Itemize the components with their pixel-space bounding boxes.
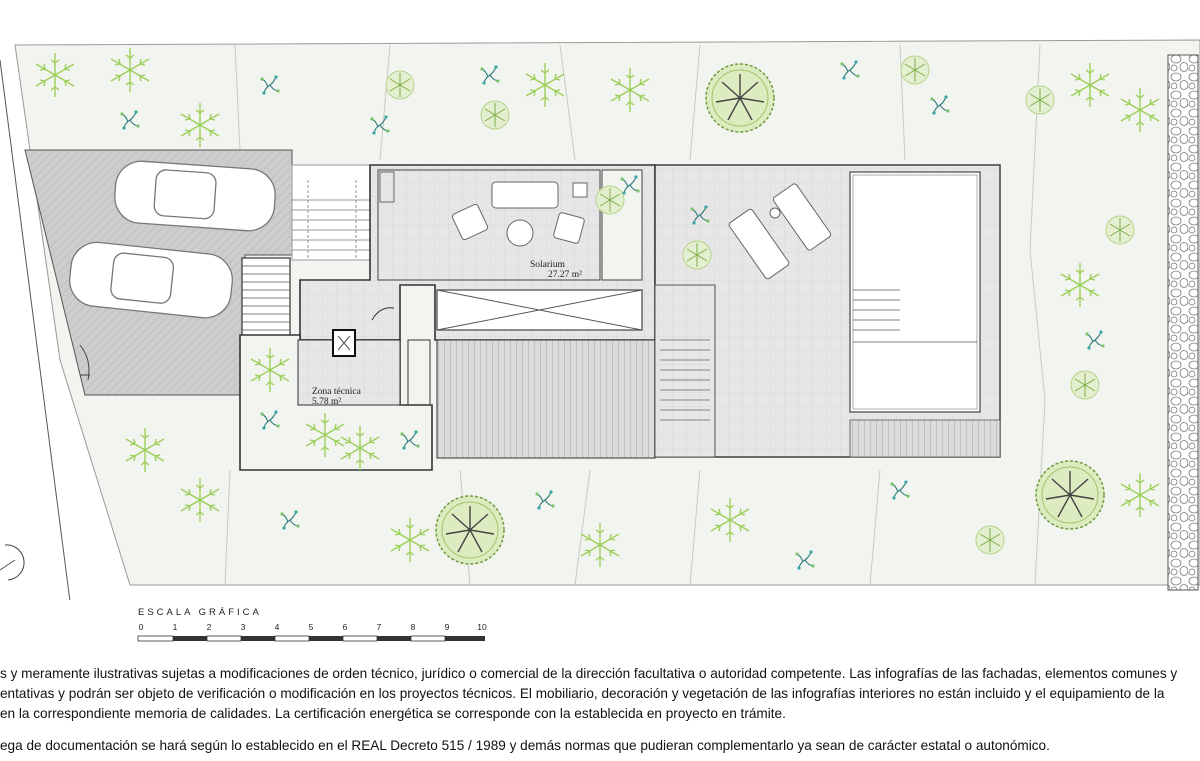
- pool: [850, 172, 980, 412]
- solarium-name: Solarium: [530, 260, 565, 270]
- scale-tick-label: 9: [444, 622, 450, 632]
- wood-deck: [437, 340, 655, 458]
- car-icon: [113, 159, 277, 232]
- scale-tick-label: 4: [274, 622, 280, 632]
- scale-tick-label: 10: [477, 622, 487, 632]
- scale-tick-label: 0: [138, 622, 144, 632]
- disclaimer-line-3: en la correspondiente memoria de calidades. La certificación energética se corresponde con la establecida en proyecto en trámite.: [0, 706, 786, 721]
- scale-tick-label: 7: [376, 622, 382, 632]
- scale-tick-label: 2: [206, 622, 212, 632]
- technical-zone-name: Zona técnica: [312, 387, 361, 397]
- stone-wall: [1168, 55, 1198, 590]
- left-stair: [242, 258, 290, 336]
- scale-tick-label: 1: [172, 622, 178, 632]
- scale-tick-label: 3: [240, 622, 246, 632]
- disclaimer-line-2: entativas y podrán ser objeto de verificación o modificación en los proyectos técnicos. El mobiliario, decoración y vegetación de las infografías interiores no están incluido y el equipamiento de la: [0, 686, 1165, 701]
- solarium-area: 27.27 m²: [548, 270, 582, 280]
- disclaimer-line-4: ega de documentación se hará según lo establecido en el REAL Decreto 515 / 1989 y demás normas que pudieran complementarlo ya sean de carácter estatal o autonómico.: [0, 738, 1050, 753]
- scale-ticks: [0, 622, 520, 634]
- scale-title: ESCALA GRÁFICA: [138, 607, 262, 618]
- technical-zone-area: 5.78 m²: [312, 397, 342, 407]
- scale-tick-label: 6: [342, 622, 348, 632]
- disclaimer-line-1: s y meramente ilustrativas sujetas a modificaciones de orden técnico, jurídico o comercial de la dirección facultativa o autoridad competente. Las infografías de las fachadas, elementos comunes y: [0, 666, 1178, 681]
- scale-tick-label: 8: [410, 622, 416, 632]
- scale-tick-label: 5: [308, 622, 314, 632]
- scale-bar: [0, 634, 520, 644]
